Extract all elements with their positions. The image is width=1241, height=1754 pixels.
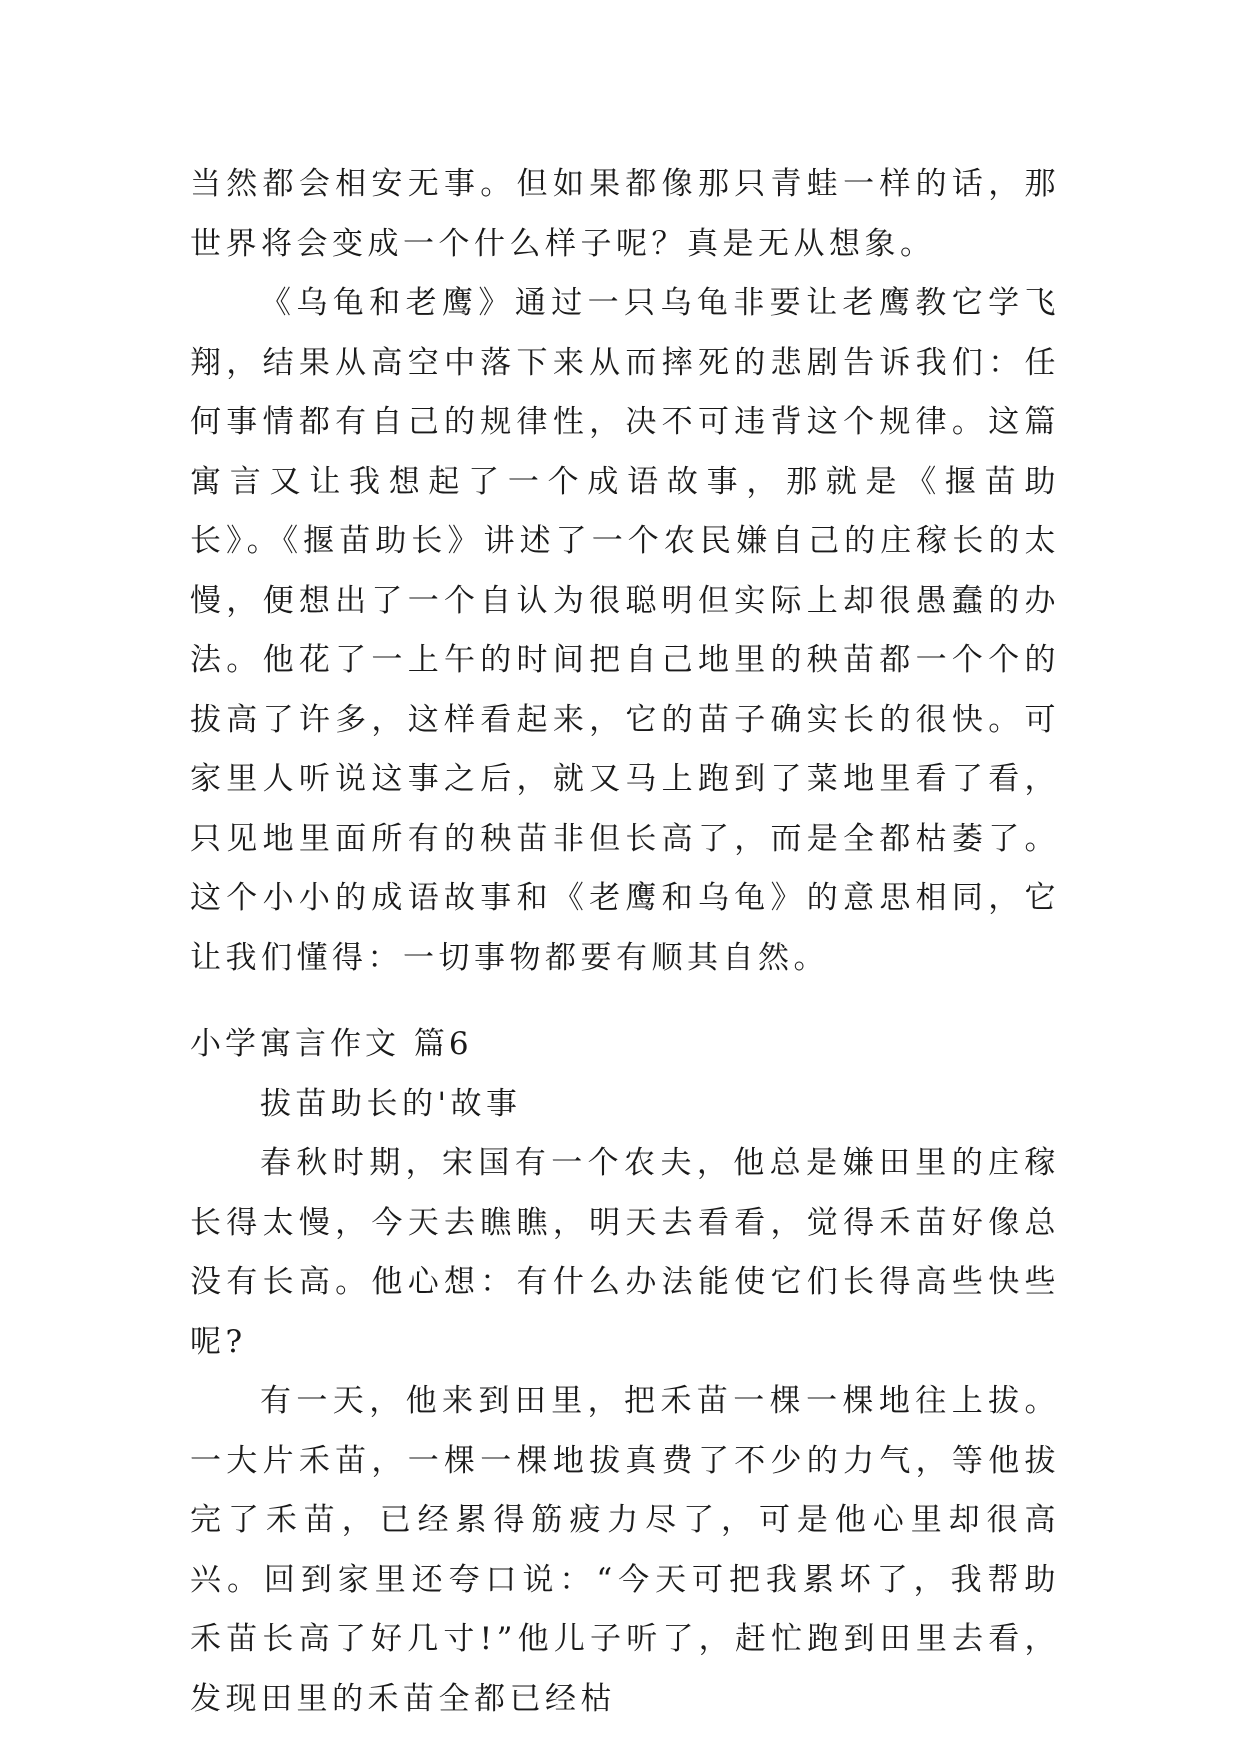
section-heading: 小学寓言作文 篇6	[190, 1026, 473, 1062]
essay-section-6	[190, 1015, 1060, 1729]
essay-continuation	[190, 155, 1060, 988]
paragraph-frog-ending: 当然都会相安无事。但如果都像那只青蛙一样的话，那世界将会变成一个什么样子呢？真是无从想象。	[190, 166, 1060, 262]
story-title: 拔苗助长的'故事	[260, 1085, 522, 1122]
paragraph-farmer-intro: 春秋时期，宋国有一个农夫，他总是嫌田里的庄稼长得太慢，今天去瞧瞧，明天去看看，觉得禾苗好像总没有长高。他心想：有什么办法能使它们长得高些快些呢?	[190, 1145, 1060, 1360]
paragraph-turtle-eagle: 《乌龟和老鹰》通过一只乌龟非要让老鹰教它学飞翔，结果从高空中落下来从而摔死的悲剧告诉我们：任何事情都有自己的规律性，决不可违背这个规律。这篇寓言又让我想起了一个成语故事，那就是《揠苗助长》。《揠苗助长》讲述了一个农民嫌自己的庄稼长的太慢，便想出了一个自认为很聪明但实际上却很愚蠢的办法。他花了一上午的时间把自己地里的秧苗都一个个的拔高了许多，这样看起来，它的苗子确实长的很快。可家里人听说这事之后，就又马上跑到了菜地里看了看，只见地里面所有的秧苗非但长高了，而是全都枯萎了。这个小小的成语故事和《老鹰和乌龟》的意思相同，它让我们懂得：一切事物都要有顺其自然。	[190, 285, 1060, 976]
paragraph-farmer-pulls: 有一天，他来到田里，把禾苗一棵一棵地往上拔。一大片禾苗，一棵一棵地拔真费了不少的力气，等他拔完了禾苗，已经累得筋疲力尽了，可是他心里却很高兴。回到家里还夸口说：“今天可把我累坏了，我帮助禾苗长高了好几寸!”他儿子听了，赶忙跑到田里去看，发现田里的禾苗全都已经枯	[190, 1383, 1060, 1717]
